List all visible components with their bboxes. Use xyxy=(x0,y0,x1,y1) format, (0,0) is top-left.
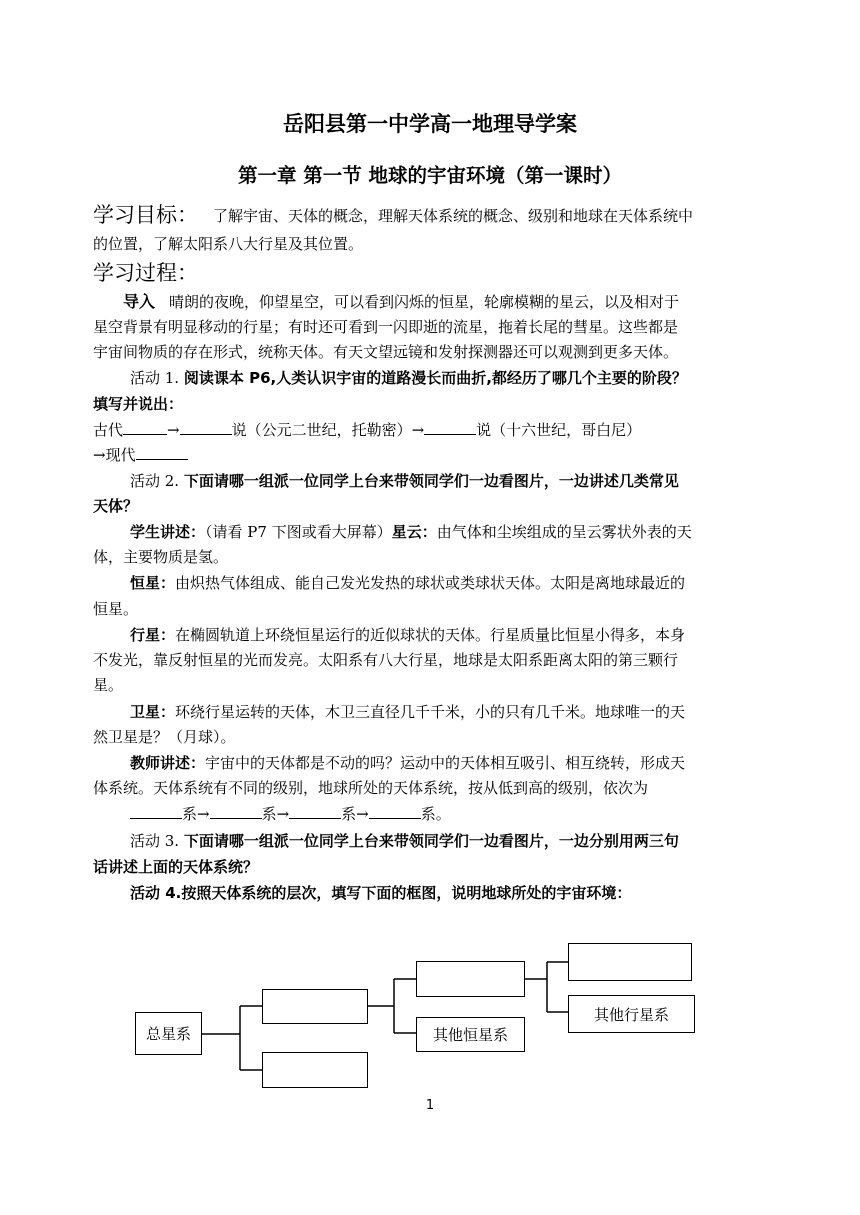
star-text-1: 由炽热气体组成、能自己发光发热的球状或类球状天体。太阳是离地球最近的 xyxy=(175,574,686,592)
activity2-line-1 xyxy=(93,469,810,493)
activity4-question: 按照天体系统的层次，填写下面的框图，说明地球所处的宇宙环境： xyxy=(181,884,632,902)
fill-blank-3[interactable] xyxy=(424,418,476,435)
school-title: 岳阳县第一中学高一地理导学案 xyxy=(283,112,577,136)
blank-box-earth-moon[interactable] xyxy=(568,943,692,981)
blank-box-extragalactic[interactable] xyxy=(262,1052,368,1088)
activity3-line-1 xyxy=(93,829,810,853)
activity1-question: 阅读课本 P6,人类认识宇宙的道路漫长而曲折,都经历了哪几个主要的阶段？ xyxy=(183,369,687,387)
planet-text-2: 不发光，靠反射恒星的光而发亮。太阳系有八大行星，地球是太阳系距离太阳的第三颗行 xyxy=(93,651,679,669)
intro-text-1: 晴朗的夜晚，仰望星空，可以看到闪烁的恒星，轮廓模糊的星云，以及相对于 xyxy=(169,293,680,311)
fill-blank-4[interactable] xyxy=(136,443,188,460)
student-talk-note: （请看 P7 下图或看大屏幕） xyxy=(205,523,392,541)
planet-text-3: 星。 xyxy=(93,676,124,694)
activity2-prefix: 活动 2. xyxy=(130,472,184,490)
activity3-question: 下面请哪一组派一位同学上台来带领同学们一边看图片，一边分别用两三句 xyxy=(183,832,679,850)
objectives-heading: 学习目标： xyxy=(93,203,198,227)
teacher-talk-text-1: 宇宙中的天体都是不动的吗？运动中的天体相互吸引、相互绕转，形成天 xyxy=(205,754,686,772)
activity4-prefix: 活动 4. xyxy=(130,884,182,902)
system-sep-2: 系→ xyxy=(261,805,290,823)
satellite-label: 卫星： xyxy=(130,703,176,721)
objectives-line-1: 了解宇宙、天体的概念，理解天体系统的概念、级别和地球在天体系统中 xyxy=(213,207,694,225)
student-talk-label: 学生讲述： xyxy=(130,523,206,541)
activity1-line-2: 填写并说出： xyxy=(93,395,184,413)
fill-geocentric-text: 说（公元二世纪，托勒密）→ xyxy=(231,421,425,439)
activity1-fill-line xyxy=(93,418,773,442)
activity1-line-1 xyxy=(93,366,810,390)
satellite-line-1 xyxy=(93,700,810,724)
process-heading: 学习过程： xyxy=(93,261,198,285)
nebula-label: 星云： xyxy=(391,523,437,541)
chapter-title: 第一章 第一节 地球的宇宙环境（第一课时） xyxy=(237,164,623,187)
teacher-talk-text-2: 体系统。天体系统有不同的级别，地球所处的天体系统，按从低到高的级别，依次为 xyxy=(93,779,649,797)
activity1-fill-line-2 xyxy=(93,443,773,467)
activity1-prefix: 活动 1. xyxy=(130,369,184,387)
nebula-text-2: 体，主要物质是氢。 xyxy=(93,548,229,566)
root-box-total-galaxy: 总星系 xyxy=(135,1012,202,1055)
system-blank-1[interactable] xyxy=(130,802,182,819)
planet-line-1 xyxy=(93,623,810,647)
star-label: 恒星： xyxy=(130,574,176,592)
activity3-prefix: 活动 3. xyxy=(130,832,184,850)
planet-label: 行星： xyxy=(130,626,176,644)
system-blank-4[interactable] xyxy=(369,802,421,819)
activity4-line-1 xyxy=(93,881,810,905)
student-talk-line-1 xyxy=(93,520,810,544)
blank-box-galaxy[interactable] xyxy=(262,989,368,1024)
fill-heliocentric-text: 说（十六世纪，哥白尼） xyxy=(476,421,642,439)
system-sep-3: 系→ xyxy=(341,805,369,823)
planet-text-1: 在椭圆轨道上环绕恒星运行的近似球状的天体。行星质量比恒星小得多，本身 xyxy=(175,626,686,644)
teacher-talk-line-1 xyxy=(93,751,810,775)
fill-ancient-label: 古代 xyxy=(93,421,124,439)
system-blank-3[interactable] xyxy=(289,802,341,819)
fill-blank-2[interactable] xyxy=(180,418,232,435)
page-number: 1 xyxy=(425,1098,435,1113)
fill-blank-1[interactable] xyxy=(123,418,167,435)
star-line-1 xyxy=(93,571,810,595)
system-blank-2[interactable] xyxy=(210,802,262,819)
other-stars-box: 其他恒星系 xyxy=(416,1017,525,1052)
intro-line-2: 星空背景有明显移动的行星；有时还可看到一闪即逝的流星，拖着长尾的彗星。这些都是 xyxy=(93,318,679,336)
activity3-line-2: 话讲述上面的天体系统？ xyxy=(93,858,259,876)
star-text-2: 恒星。 xyxy=(93,600,139,618)
fill-arrow: → xyxy=(167,421,180,439)
intro-line-1 xyxy=(93,290,773,314)
intro-label: 导入 xyxy=(123,292,156,311)
system-sep-4: 系。 xyxy=(420,805,451,823)
nebula-text-1: 由气体和尘埃组成的呈云雾状外表的天 xyxy=(436,523,692,541)
teacher-talk-label: 教师讲述： xyxy=(130,754,206,772)
activity2-line-2: 天体？ xyxy=(93,497,139,515)
blank-box-solar-system[interactable] xyxy=(416,961,525,997)
activity2-question: 下面请哪一组派一位同学上台来带领同学们一边看图片，一边讲述几类常见 xyxy=(183,472,679,490)
system-sep-1: 系→ xyxy=(182,805,210,823)
satellite-text-1: 环绕行星运转的天体，木卫三直径几千千米，小的只有几千米。地球唯一的天 xyxy=(175,703,686,721)
system-fill-line xyxy=(93,802,810,826)
satellite-text-2: 然卫星是？（月球）。 xyxy=(93,728,236,746)
other-planets-box: 其他行星系 xyxy=(568,995,695,1033)
objectives-line-2: 的位置，了解太阳系八大行星及其位置。 xyxy=(93,235,364,253)
intro-line-3: 宇宙间物质的存在形式，统称天体。有天文望远镜和发射探测器还可以观测到更多天体。 xyxy=(93,343,679,361)
fill-modern-label: →现代 xyxy=(93,446,136,464)
